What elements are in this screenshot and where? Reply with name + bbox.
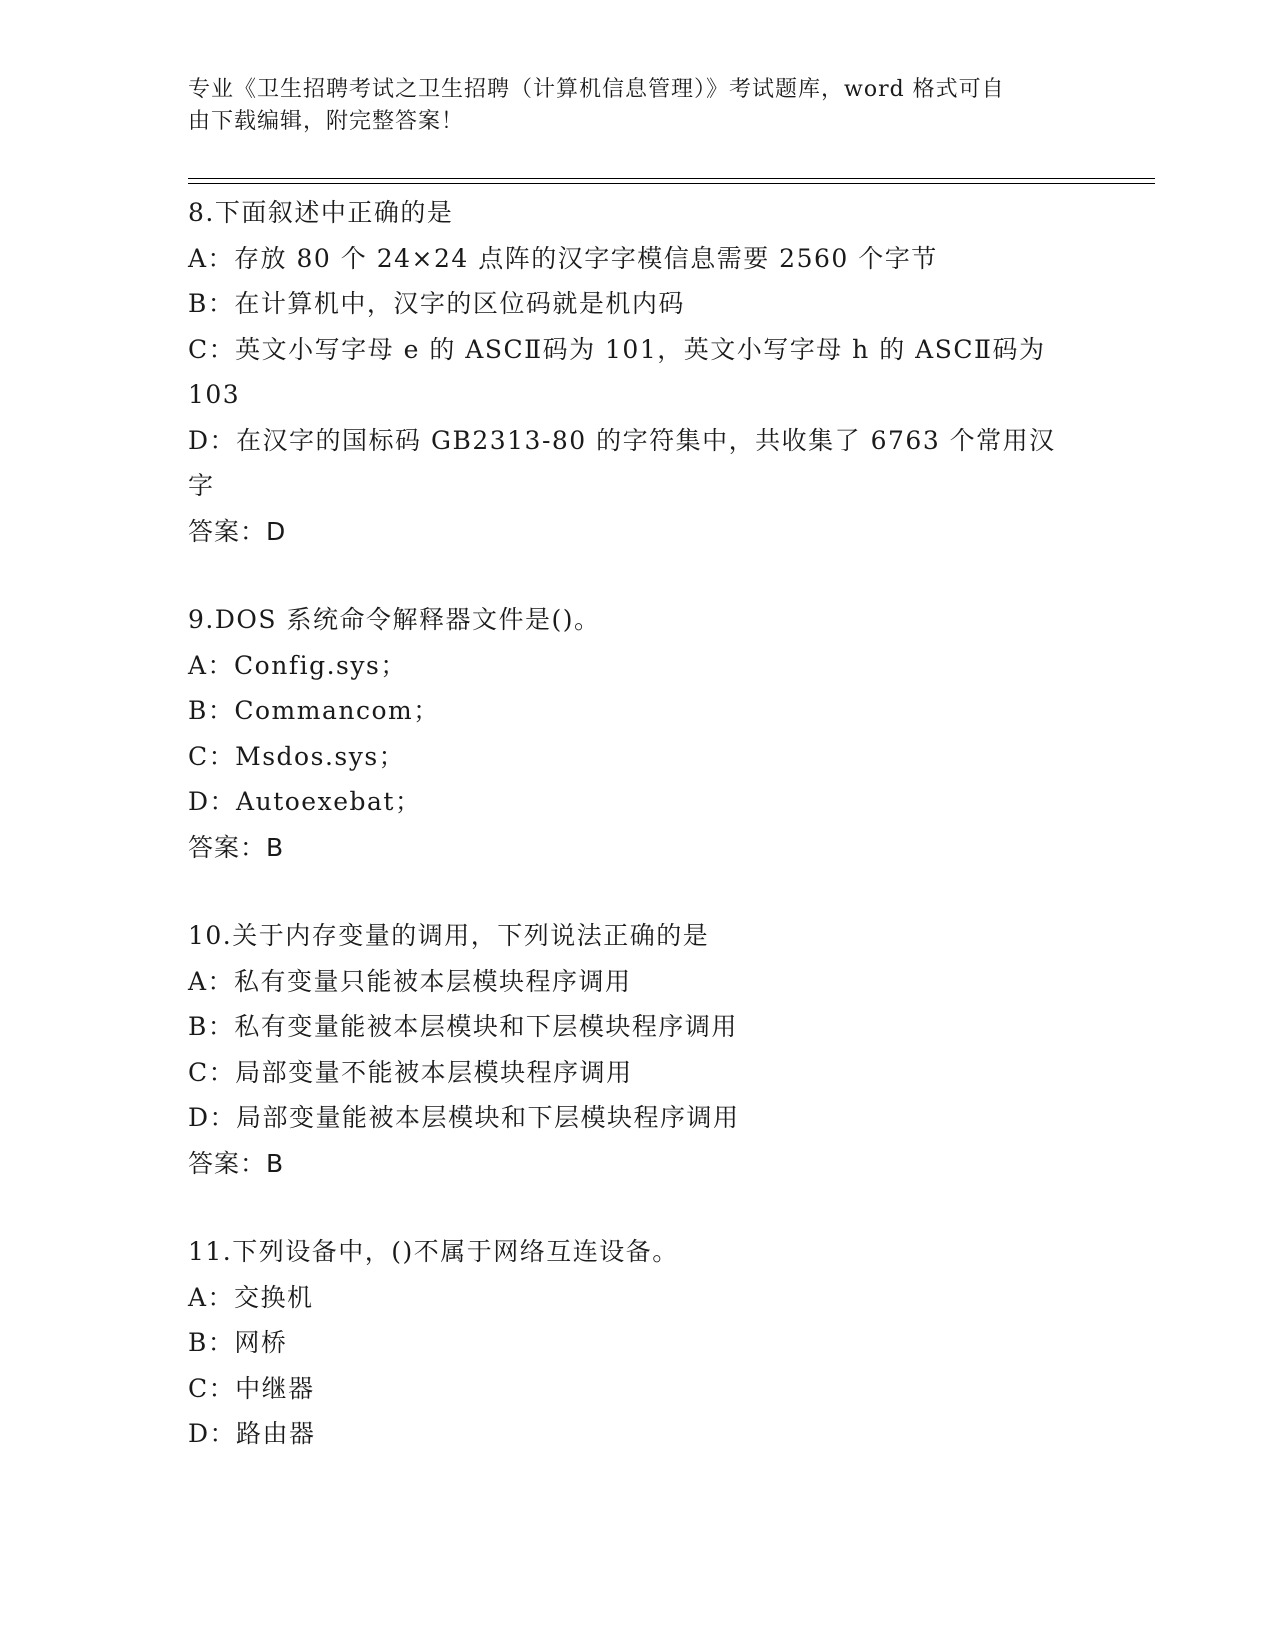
spacer [188,870,1068,913]
spacer [188,1186,1068,1229]
question-block-11 [188,1229,1068,1457]
option-b: B：Commancom； [188,696,440,725]
header-line-2: 由下载编辑，附完整答案！ [188,109,465,134]
option-c: C：Msdos.sys； [188,741,406,771]
option-a: A：私有变量只能被本层模块程序调用 [188,966,632,996]
question-text: 8.下面叙述中正确的是 [188,198,454,227]
question-text: 9.DOS 系统命令解释器文件是()。 [188,605,601,634]
option-a: A：Config.sys； [188,650,407,680]
option-a: A：存放 80 个 24×24 点阵的汉字字模信息需要 2560 个字节 [188,243,938,273]
spacer [188,554,1068,597]
option-c-line-1: C：英文小写字母 e 的 ASCⅡ码为 101，英文小写字母 h 的 ASCⅡ码为 [188,334,1046,364]
option-d-line-2: 字 [188,471,215,500]
answer-label: 答案：B [188,832,285,862]
question-block-10 [188,913,1068,1186]
question-text: 11.下列设备中，()不属于网络互连设备。 [188,1237,679,1266]
header-divider-thick [188,183,1155,184]
header-divider-thin [188,178,1155,179]
question-block-9 [188,597,1068,870]
option-b: B：在计算机中，汉字的区位码就是机内码 [188,289,685,318]
option-b: B：网桥 [188,1328,288,1357]
answer-label: 答案：D [188,516,287,546]
option-d: D：Autoexebat； [188,787,422,816]
option-a: A：交换机 [188,1282,314,1312]
answer-label: 答案：B [188,1148,285,1178]
question-block-8 [188,190,1068,554]
option-c-line-2: 103 [188,380,241,409]
option-d: D：局部变量能被本层模块和下层模块程序调用 [188,1103,740,1132]
option-d: D：路由器 [188,1419,316,1448]
option-d-line-1: D：在汉字的国标码 GB2313-80 的字符集中，共收集了 6763 个常用汉 [188,425,1056,455]
option-b: B：私有变量能被本层模块和下层模块程序调用 [188,1012,738,1041]
document-header [188,74,1088,138]
question-list [188,190,1068,1457]
header-line-1: 专业《卫生招聘考试之卫生招聘（计算机信息管理）》考试题库，word 格式可自 [188,77,1005,102]
option-c: C：中继器 [188,1373,315,1403]
question-text: 10.关于内存变量的调用，下列说法正确的是 [188,921,710,950]
option-c: C：局部变量不能被本层模块程序调用 [188,1057,633,1087]
